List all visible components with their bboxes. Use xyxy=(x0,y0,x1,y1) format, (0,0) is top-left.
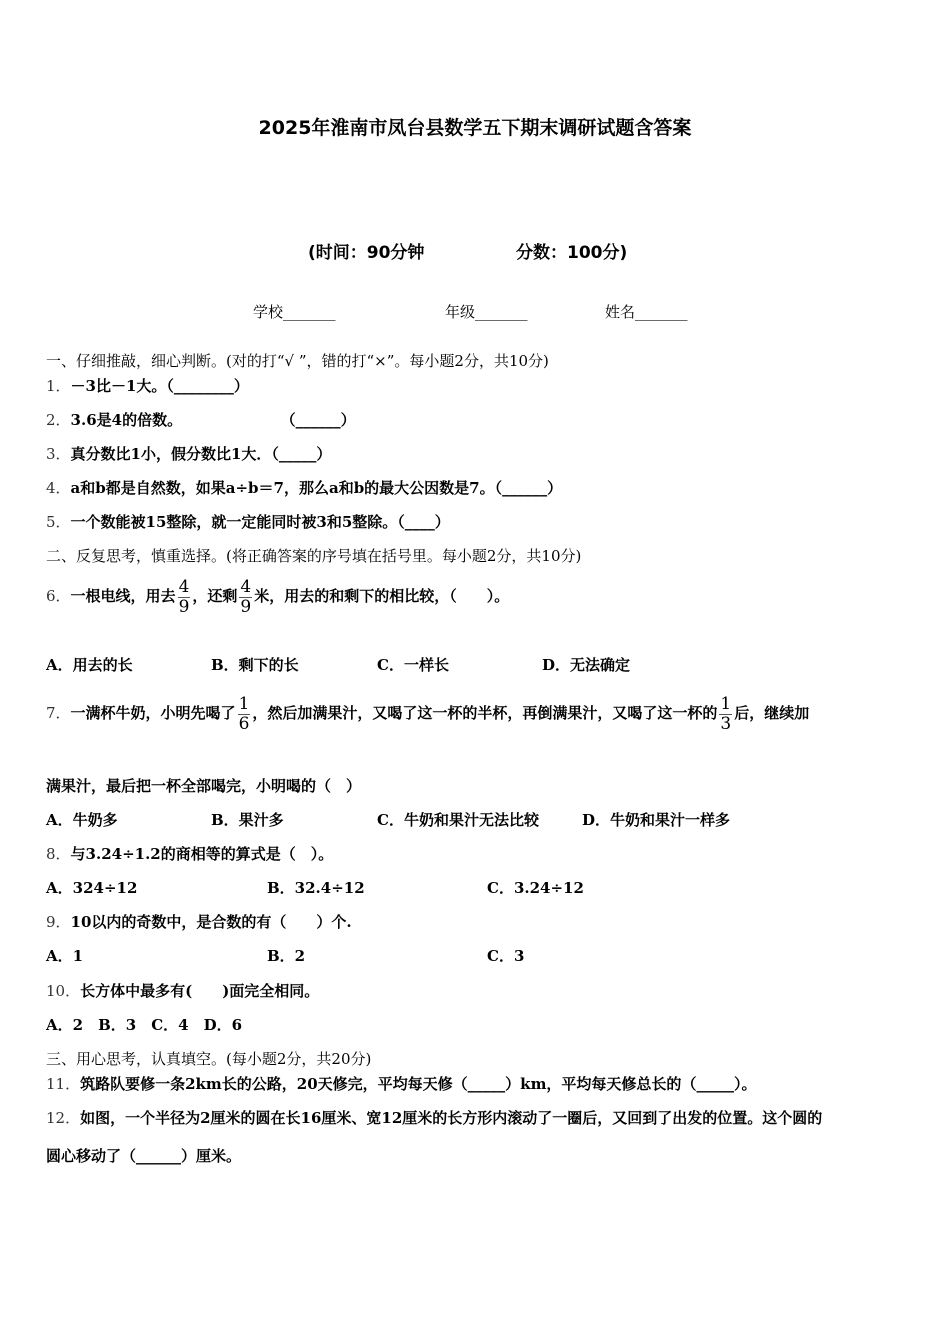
question-number: 9． xyxy=(46,913,71,931)
option-b: B．32.4÷12 xyxy=(267,879,365,897)
question-6 xyxy=(46,576,509,617)
question-number: 2． xyxy=(46,411,71,429)
question-text: 筑路队要修一条2km长的公路，20天修完，平均每天修（_____）km，平均每天修总长的（_____）。 xyxy=(80,1075,757,1093)
question-text: 后，继续加 xyxy=(734,704,810,722)
option-a: A．324÷12 xyxy=(46,879,138,897)
question-1 xyxy=(46,376,249,396)
question-text: 一满杯牛奶，小明先喝了 xyxy=(70,704,236,722)
option-c: C．3 xyxy=(487,947,525,965)
question-7-continued: 满果汁，最后把一杯全部喝完，小明喝的（ ） xyxy=(46,777,362,795)
question-number: 8． xyxy=(46,845,71,863)
numerator: 4 xyxy=(178,576,190,597)
question-text: －3比－1大。（________） xyxy=(70,377,249,395)
question-text: 3.6是4的倍数。 xyxy=(70,411,183,429)
option-a: A．用去的长 xyxy=(46,656,133,674)
denominator: 3 xyxy=(720,713,732,734)
question-9 xyxy=(46,912,352,932)
fraction xyxy=(178,578,191,617)
question-number: 10． xyxy=(46,982,81,1000)
question-text: 一个数能被15整除，就一定能同时被3和5整除。（____） xyxy=(70,513,450,531)
section-3-heading: 三、用心思考，认真填空。(每小题2分，共20分) xyxy=(46,1050,372,1068)
option-c: C．牛奶和果汁无法比较 xyxy=(377,811,539,829)
question-number: 6． xyxy=(46,587,71,605)
option-d: D．无法确定 xyxy=(542,656,631,674)
options-row: A．2 B．3 C．4 D．6 xyxy=(46,1016,243,1034)
numerator: 1 xyxy=(720,693,732,714)
numerator: 1 xyxy=(238,693,250,714)
answer-blank: （______） xyxy=(288,411,356,429)
question-4 xyxy=(46,478,562,498)
question-text: 如图，一个半径为2厘米的圆在长16厘米、宽12厘米的长方形内滚动了一圈后，又回到了出发的位置。这个圆的 xyxy=(80,1109,823,1127)
option-b: B．剩下的长 xyxy=(211,656,299,674)
option-a: A．1 xyxy=(46,947,84,965)
question-8 xyxy=(46,844,333,864)
question-7 xyxy=(46,693,809,734)
question-12 xyxy=(46,1108,822,1128)
question-number: 3． xyxy=(46,445,71,463)
fraction xyxy=(719,695,732,734)
question-5 xyxy=(46,512,450,532)
question-text: 一根电线，用去 xyxy=(70,587,176,605)
fraction xyxy=(238,695,251,734)
school-field: 学校_______ xyxy=(253,303,336,321)
option-d: D．牛奶和果汁一样多 xyxy=(582,811,731,829)
question-text: 10以内的奇数中，是合数的有（ ）个. xyxy=(70,913,352,931)
question-10 xyxy=(46,981,319,1001)
question-3 xyxy=(46,444,331,464)
question-text: 与3.24÷1.2的商相等的算式是（ ）。 xyxy=(70,845,334,863)
question-text: 真分数比1小，假分数比1大．（_____） xyxy=(70,445,332,463)
denominator: 9 xyxy=(240,596,252,617)
question-text: 米，用去的和剩下的相比较，（ ）。 xyxy=(254,587,510,605)
section-2-heading: 二、反复思考，慎重选择。(将正确答案的序号填在括号里。每小题2分，共10分) xyxy=(46,547,582,565)
question-number: 4． xyxy=(46,479,71,497)
denominator: 6 xyxy=(238,713,250,734)
question-number: 5． xyxy=(46,513,71,531)
score-label: 分数：100分) xyxy=(516,243,628,263)
question-12-continued: 圆心移动了（______）厘米。 xyxy=(46,1147,242,1165)
question-text: ，然后加满果汁，又喝了这一杯的半杯，再倒满果汁，又喝了这一杯的 xyxy=(252,704,718,722)
name-field: 姓名_______ xyxy=(605,303,688,321)
question-2 xyxy=(46,410,356,430)
option-a: A．牛奶多 xyxy=(46,811,118,829)
section-1-heading: 一、仔细推敲，细心判断。(对的打“√ ”，错的打“×”。每小题2分，共10分) xyxy=(46,352,549,370)
page-title: 2025年淮南市凤台县数学五下期末调研试题含答案 xyxy=(258,117,692,139)
numerator: 4 xyxy=(240,576,252,597)
question-number: 1． xyxy=(46,377,71,395)
question-text: 长方体中最多有( )面完全相同。 xyxy=(80,982,320,1000)
denominator: 9 xyxy=(178,596,190,617)
option-c: C．3.24÷12 xyxy=(487,879,584,897)
grade-field: 年级_______ xyxy=(445,303,528,321)
question-11 xyxy=(46,1074,756,1094)
fraction xyxy=(239,578,252,617)
question-number: 7． xyxy=(46,704,71,722)
question-number: 12． xyxy=(46,1109,81,1127)
question-text: a和b都是自然数，如果a÷b＝7，那么a和b的最大公因数是7。（______） xyxy=(70,479,563,497)
question-number: 11． xyxy=(46,1075,81,1093)
question-text: ，还剩 xyxy=(192,587,238,605)
option-c: C．一样长 xyxy=(377,656,449,674)
time-label: (时间：90分钟 xyxy=(308,243,425,263)
option-b: B．果汁多 xyxy=(211,811,284,829)
option-b: B．2 xyxy=(267,947,306,965)
